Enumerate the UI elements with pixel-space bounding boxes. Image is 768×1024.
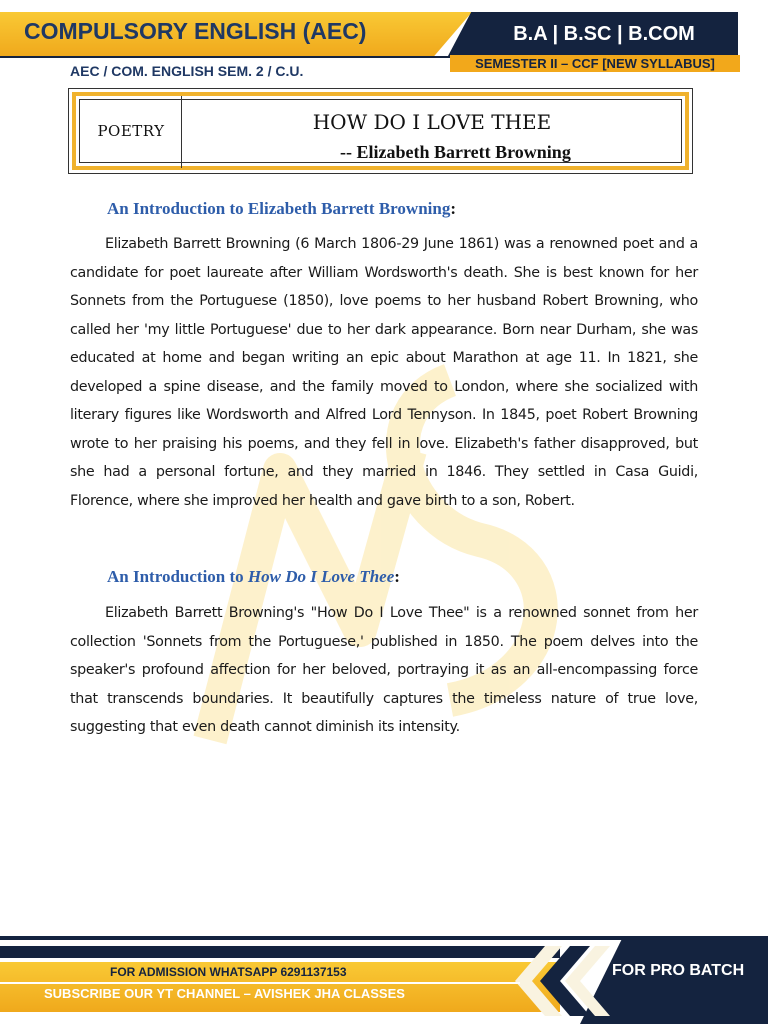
header-courses: B.A | B.SC | B.COM	[513, 23, 695, 45]
genre-label: POETRY	[97, 122, 165, 140]
header-semester-text: SEMESTER II – CCF [NEW SYLLABUS]	[475, 56, 715, 71]
section-heading-author	[107, 199, 456, 219]
footer-pro-batch: FOR PRO BATCH	[612, 962, 745, 979]
header-divider-line	[0, 56, 450, 58]
chevron-arrows-icon	[500, 946, 610, 1016]
heading-colon: :	[394, 567, 400, 586]
heading-text: An Introduction to Elizabeth Barrett Browning	[107, 199, 451, 218]
header-title: COMPULSORY ENGLISH (AEC)	[24, 18, 367, 44]
footer-navy-strip	[0, 946, 560, 958]
paragraph-poem-intro: Elizabeth Barrett Browning's "How Do I Love Thee" is a renowned sonnet from her collection 'Sonnets from the Portuguese,' published in 1850. The poem delves into the speaker's profound affection for her beloved, portraying it as an all-encompassing force that transcends boundaries. It beautifully captures the timeless nature of true love, suggesting that even death cannot diminish its intensity.	[70, 605, 698, 735]
paragraph-author-intro: Elizabeth Barrett Browning (6 March 1806-29 June 1861) was a renowned poet and a candidate for poet laureate after William Wordsworth's death. She is best known for her Sonnets from the Portuguese (1850), love poems to her husband Robert Browning, who called her 'my little Portuguese' due to her dark appearance. Born near Durham, she was educated at home and began writing an epic about Marathon at age 11. In 1821, she developed a spine disease, and the family moved to London, where she socialized with literary figures like Wordsworth and Alfred Lord Tennyson. In 1845, poet Robert Browning wrote to her praising his poems, and they fell in love. Elizabeth's father disapproved, but she had a personal fortune, and they married in 1846. They settled in Casa Guidi, Florence, where she improved her health and gave birth to a son, Robert.	[70, 236, 698, 509]
heading-poem-name: How Do I Love Thee	[247, 567, 395, 586]
section-heading-poem	[107, 567, 400, 587]
footer-top-line	[0, 936, 768, 940]
heading-colon: :	[450, 199, 457, 218]
poem-title: HOW DO I LOVE THEE	[312, 110, 552, 134]
header-subtitle: AEC / COM. ENGLISH SEM. 2 / C.U.	[70, 63, 304, 79]
footer-divider-line	[0, 982, 520, 984]
footer-admission-contact: FOR ADMISSION WHATSAPP 6291137153	[110, 965, 347, 979]
footer-subscribe-text: SUBSCRIBE OUR YT CHANNEL – AVISHEK JHA CLASSES	[44, 986, 405, 1001]
poem-author: -- Elizabeth Barrett Browning	[340, 142, 571, 162]
heading-text: An Introduction to	[107, 567, 248, 586]
